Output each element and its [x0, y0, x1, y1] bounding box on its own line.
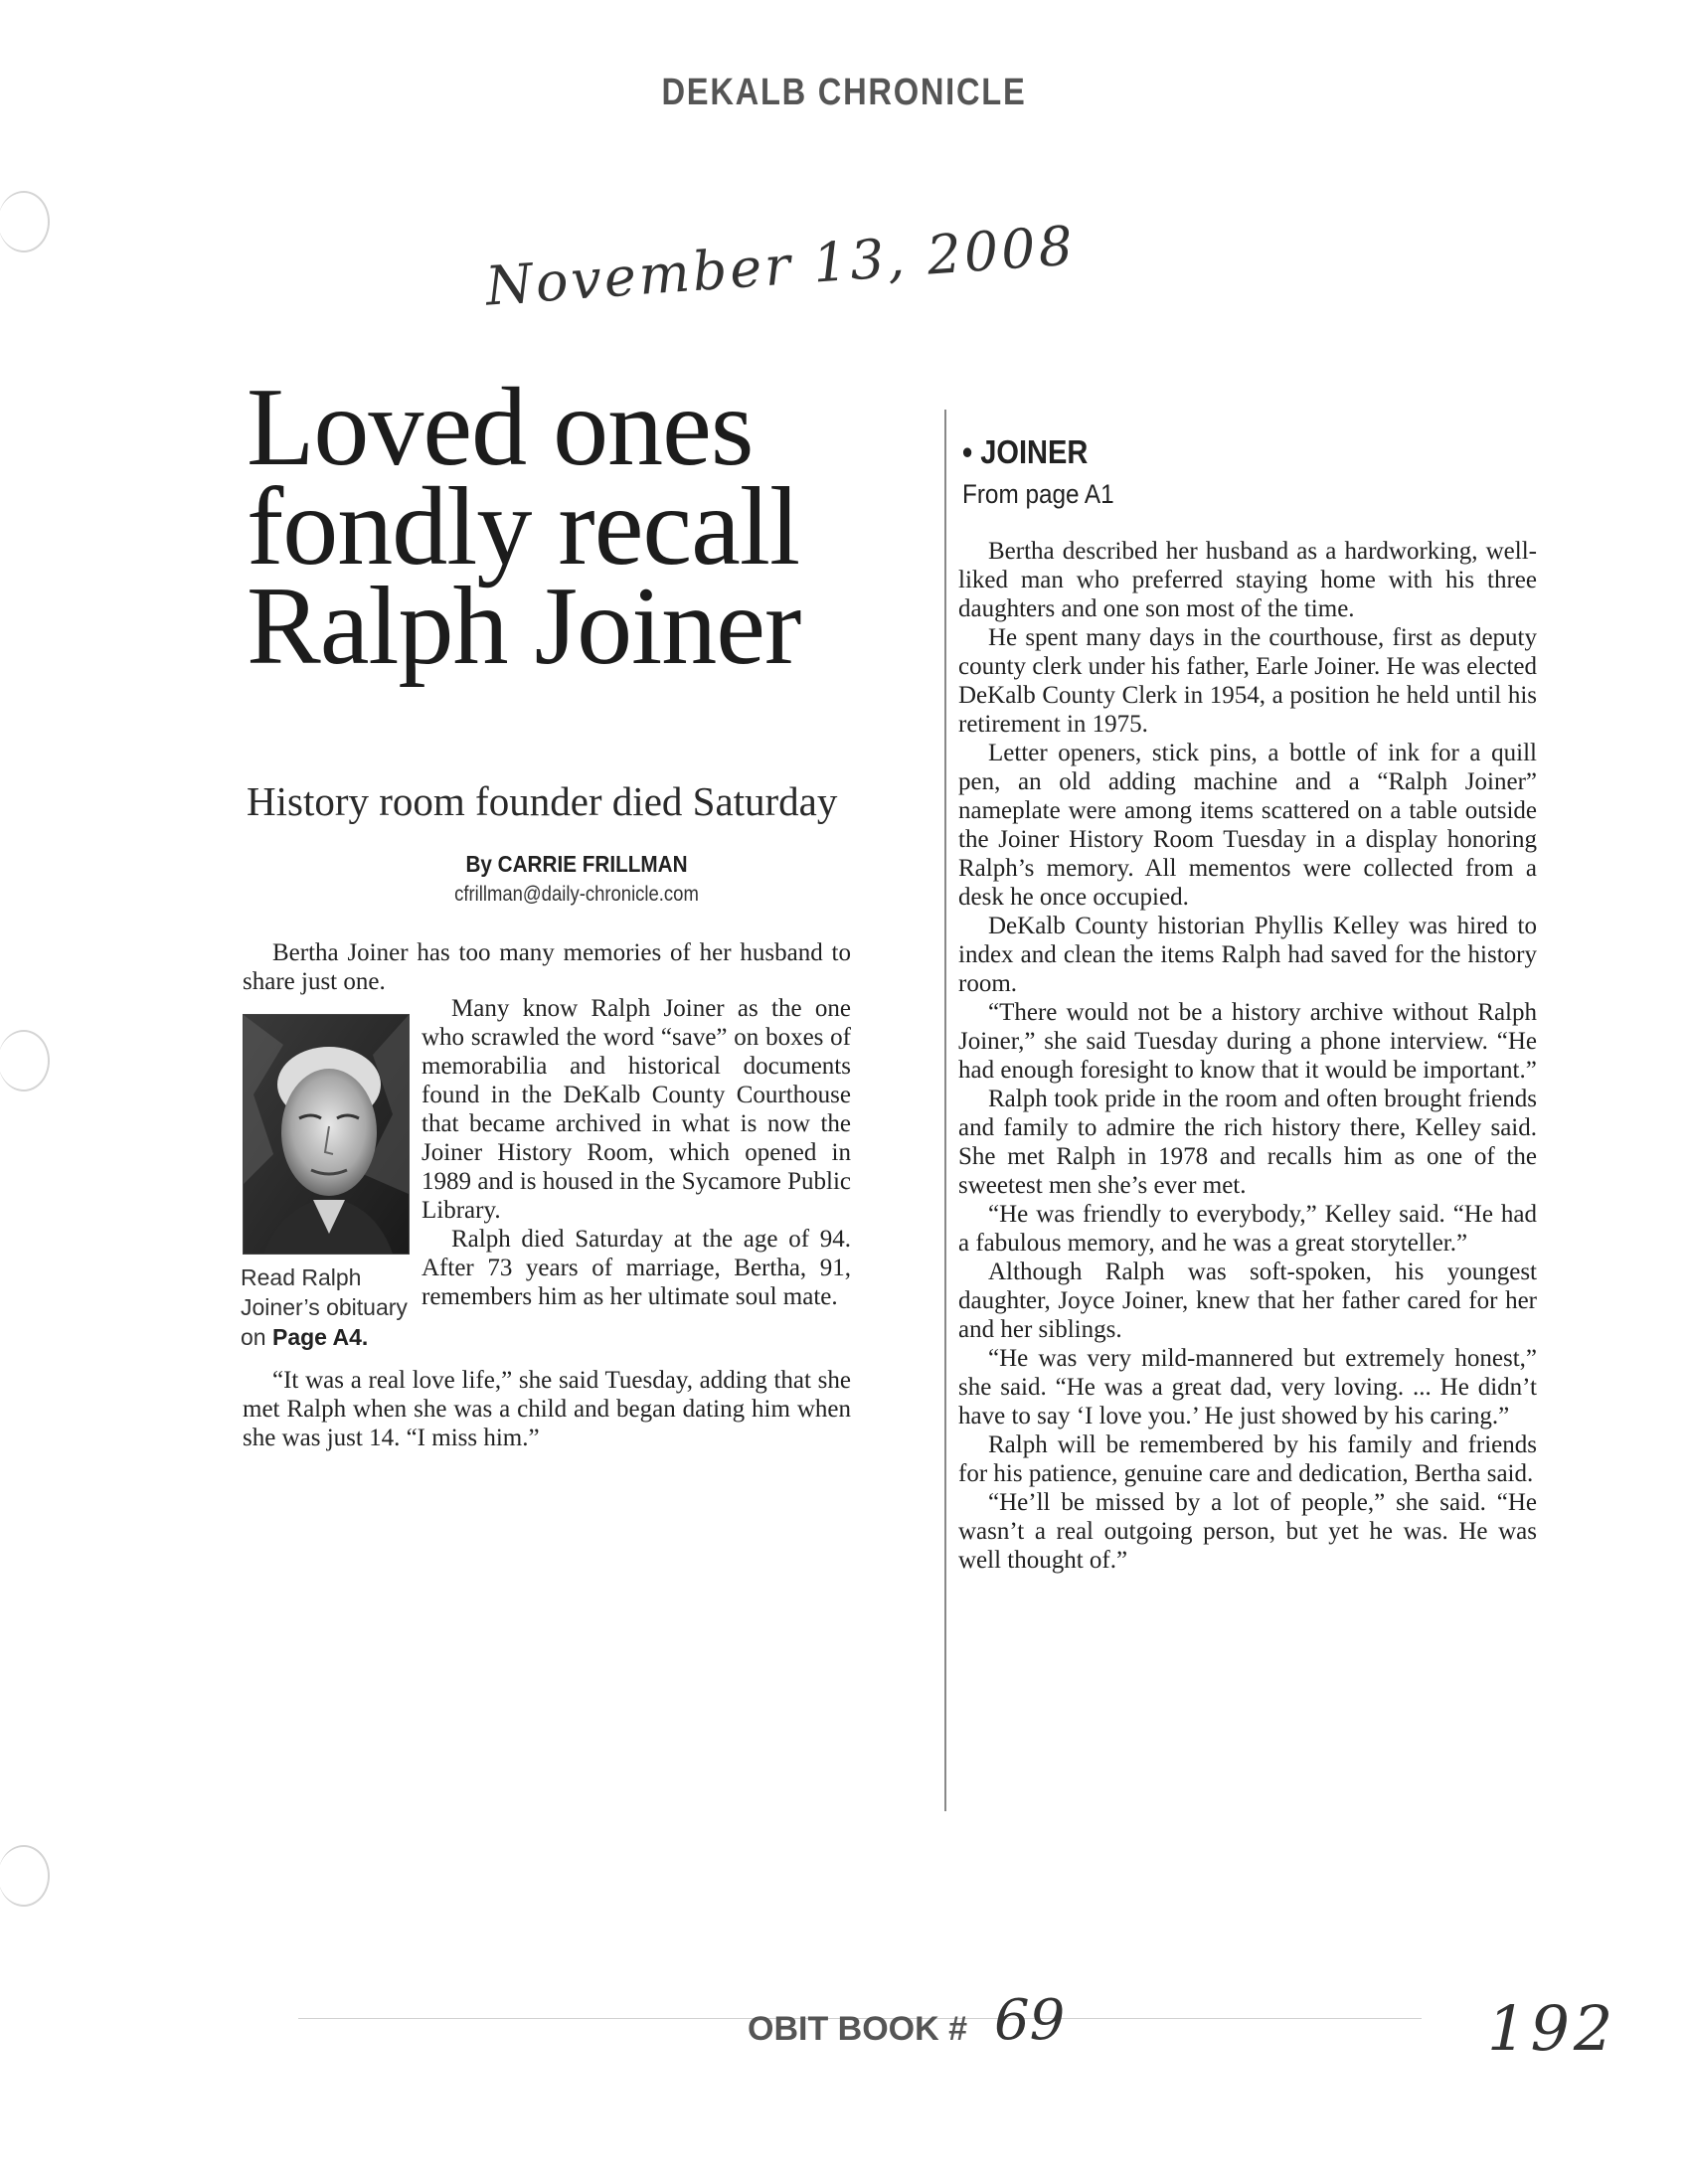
- punch-hole: [0, 1030, 50, 1092]
- masthead: DEKALB CHRONICLE: [661, 72, 1027, 113]
- handwritten-date: November 13, 2008: [483, 214, 1078, 318]
- paragraph: Letter openers, stick pins, a bottle of ink for a quill pen, an old adding machine and a “Ralph Joiner” nameplate were among items scattered on a table outside the Joiner History Room Tuesday in a display honoring Ralph’s memory. All mementos were collected from a desk he once occupied.: [958, 740, 1537, 911]
- portrait-photo: [243, 1014, 410, 1255]
- punch-hole: [0, 1845, 50, 1907]
- headline-line: Ralph Joiner: [247, 565, 801, 688]
- paragraph: “It was a real love life,” she said Tuesday, adding that she met Ralph when she was a child and began dating him when she was just 14. “I miss him.”: [243, 1367, 851, 1451]
- headline: [247, 366, 903, 688]
- paragraph: Ralph took pride in the room and often brought friends and family to admire the rich history there, Kelley said. She met Ralph in 1978 and recalls him as one of the sweetest men she’s ever met.: [958, 1086, 1537, 1199]
- obit-book-number: 69: [994, 1988, 1066, 2053]
- paragraph: DeKalb County historian Phyllis Kelley was hired to index and clean the items Ralph had saved for the history room.: [958, 913, 1537, 997]
- paragraph: He spent many days in the courthouse, first as deputy county clerk under his father, Earle Joiner. He was elected DeKalb County Clerk in 1954, a position he held until his retirement in 1975.: [958, 624, 1537, 738]
- photo-caption: [241, 1262, 412, 1352]
- page-number: 192: [1487, 1992, 1617, 2065]
- paragraph: “He’ll be missed by a lot of people,” she said. “He wasn’t a real outgoing person, but yet he was. He was well thought of.”: [958, 1489, 1537, 1574]
- byline: By CARRIE FRILLMAN: [465, 851, 688, 877]
- paragraph: Ralph will be remembered by his family and friends for his patience, genuine care and dedication, Bertha said.: [958, 1431, 1537, 1487]
- paragraph: Many know Ralph Joiner as the one who scrawled the word “save” on boxes of memorabilia and historical documents found in the DeKalb County Courthouse that became archived in what is now the Joiner History Room, which opened in 1989 and is housed in the Sycamore Public Library.: [422, 995, 851, 1224]
- headline-line: Loved ones: [247, 366, 754, 489]
- paragraph: “There would not be a history archive without Ralph Joiner,” she said Tuesday during a phone interview. “He had enough foresight to know that it would be important.”: [958, 999, 1537, 1084]
- jump-label: • JOINER: [962, 433, 1089, 470]
- portrait-image: [244, 1015, 409, 1254]
- paragraph: “He was very mild-mannered but extremely honest,” she said. “He was a great dad, very loving. ... He didn’t have to say ‘I love you.’ He just showed by his caring.”: [958, 1345, 1537, 1429]
- punch-hole: [0, 191, 50, 252]
- subheadline: History room founder died Saturday: [247, 778, 838, 824]
- paragraph: Ralph died Saturday at the age of 94. After 73 years of marriage, Bertha, 91, remembers him as her ultimate soul mate.: [422, 1226, 851, 1310]
- caption-page-ref: Page A4.: [271, 1324, 369, 1350]
- paragraph: “He was friendly to everybody,” Kelley said. “He had a fabulous memory, and he was a great storyteller.”: [958, 1201, 1537, 1257]
- author-email: cfrillman@daily-chronicle.com: [454, 883, 699, 906]
- obit-book-label: OBIT BOOK #: [748, 2010, 968, 2048]
- paragraph: Although Ralph was soft-spoken, his youngest daughter, Joyce Joiner, knew that her father cared for her and her siblings.: [958, 1259, 1537, 1343]
- wrap-column: [422, 994, 851, 1311]
- lead-paragraph: [243, 938, 851, 996]
- headline-line: fondly recall: [247, 465, 800, 588]
- paragraph: Bertha Joiner has too many memories of her husband to share just one.: [243, 939, 851, 995]
- closing-paragraph: [243, 1366, 851, 1452]
- paragraph: Bertha described her husband as a hardworking, well-liked man who preferred staying home with his three daughters and one son most of the time.: [958, 538, 1537, 622]
- jump-from: From page A1: [962, 479, 1114, 509]
- column-divider: [944, 410, 946, 1811]
- caption-text: Read Ralph Joiner’s obituary on: [241, 1264, 408, 1350]
- continuation-column: [958, 537, 1537, 1575]
